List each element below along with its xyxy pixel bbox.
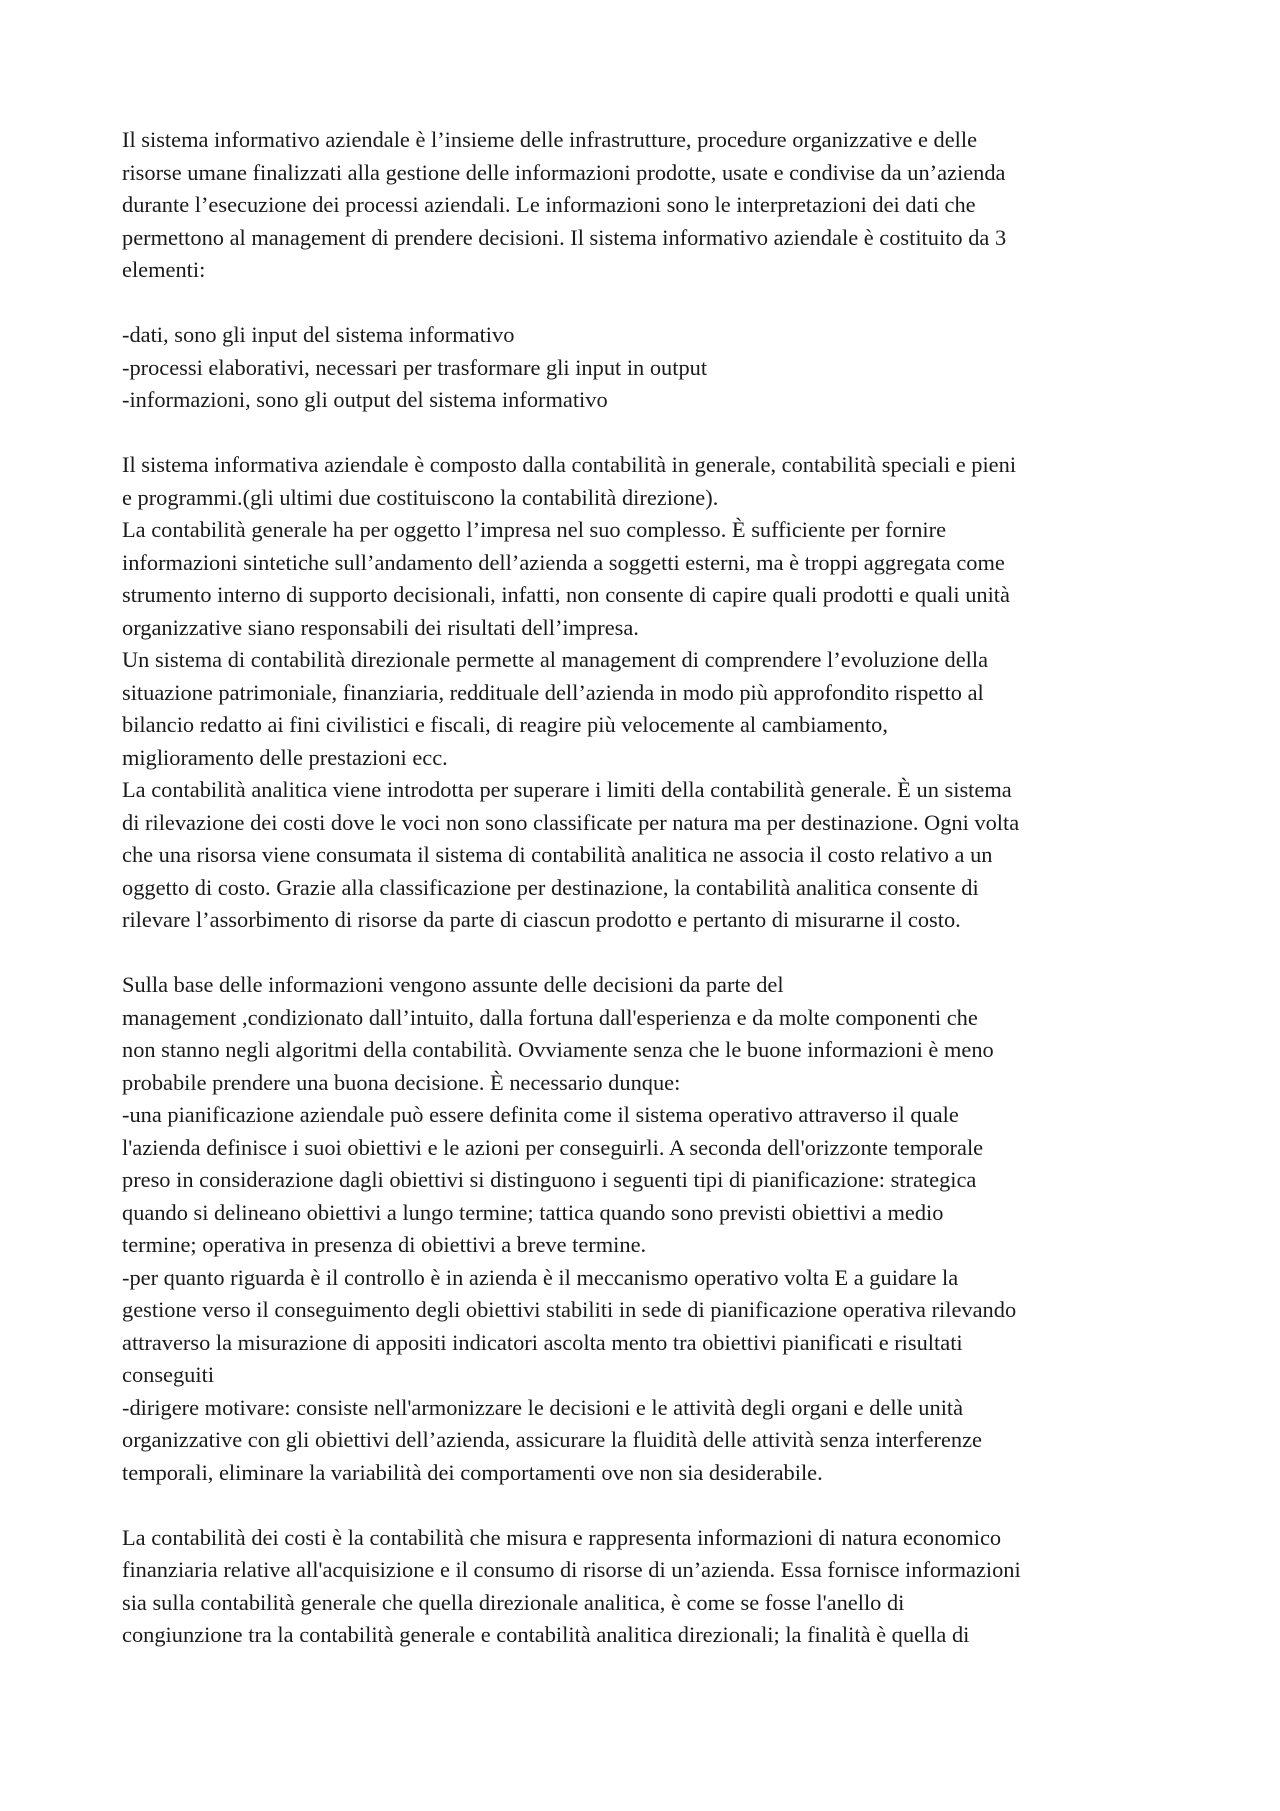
text-line: La contabilità analitica viene introdotta per superare i limiti della contabilità generale. È un sistema [122, 777, 1012, 802]
paragraph-spacer [122, 1489, 1182, 1522]
text-line: Il sistema informativo aziendale è l’insieme delle infrastrutture, procedure organizzative e delle [122, 127, 978, 152]
text-line: Un sistema di contabilità direzionale permette al management di comprendere l’evoluzione della [122, 647, 989, 672]
text-line: permettono al management di prendere decisioni. Il sistema informativo aziendale è costituito da 3 [122, 224, 1007, 250]
paragraph [122, 319, 1182, 417]
text-line: che una risorsa viene consumata il sistema di contabilità analitica ne associa il costo relativo a un [122, 842, 993, 867]
paragraph [122, 124, 1182, 287]
text-line: situazione patrimoniale, finanziaria, reddituale dell’azienda in modo più approfondito rispetto al [122, 679, 984, 705]
text-line: rilevare l’assorbimento di risorse da parte di ciascun prodotto e pertanto di misurarne il costo. [122, 907, 961, 932]
text-line: Sulla base delle informazioni vengono assunte delle decisioni da parte del [122, 972, 784, 997]
text-line: preso in considerazione dagli obiettivi si distinguono i seguenti tipi di pianificazione: strategica [122, 1167, 977, 1192]
paragraph [122, 969, 1182, 1489]
text-line: organizzative siano responsabili dei risultati dell’impresa. [122, 614, 639, 640]
text-line: sia sulla contabilità generale che quella direzionale analitica, è come se fosse l'anello di [122, 1589, 905, 1615]
text-line: oggetto di costo. Grazie alla classificazione per destinazione, la contabilità analitica consente di [122, 874, 979, 900]
text-line: bilancio redatto ai fini civilistici e fiscali, di reagire più velocemente al cambiamento, [122, 712, 888, 737]
text-line: -una pianificazione aziendale può essere definita come il sistema operativo attraverso il quale [122, 1102, 959, 1127]
text-line: -processi elaborativi, necessari per trasformare gli input in output [122, 354, 708, 380]
text-line: di rilevazione dei costi dove le voci non sono classificate per natura ma per destinazione. Ogni volta [122, 809, 1020, 835]
text-line: l'azienda definisce i suoi obiettivi e le azioni per conseguirli. A seconda dell'orizzonte temporale [122, 1134, 984, 1160]
text-line: conseguiti [122, 1362, 215, 1387]
text-line: probabile prendere una buona decisione. È necessario dunque: [122, 1069, 681, 1095]
text-line: elementi: [122, 257, 206, 282]
text-line: gestione verso il conseguimento degli obiettivi stabiliti in sede di pianificazione operativa rilevando [122, 1297, 1017, 1322]
text-line: Il sistema informativa aziendale è composto dalla contabilità in generale, contabilità speciali e pieni [122, 452, 1017, 477]
text-line: termine; operativa in presenza di obiettivi a breve termine. [122, 1232, 647, 1257]
text-line: quando si delineano obiettivi a lungo termine; tattica quando sono previsti obiettivi a medio [122, 1199, 944, 1225]
text-line: non stanno negli algoritmi della contabilità. Ovviamente senza che le buone informazioni è meno [122, 1037, 994, 1062]
text-line: attraverso la misurazione di appositi indicatori ascolta mento tra obiettivi pianificati e risultati [122, 1329, 963, 1355]
text-line: finanziaria relative all'acquisizione e il consumo di risorse di un’azienda. Essa fornisce informazioni [122, 1557, 1021, 1582]
paragraph [122, 449, 1182, 937]
text-line: -informazioni, sono gli output del sistema informativo [122, 387, 608, 412]
paragraph-spacer [122, 937, 1182, 970]
text-line: informazioni sintetiche sull’andamento dell’azienda a soggetti esterni, ma è troppi aggregata come [122, 549, 1005, 575]
text-line: miglioramento delle prestazioni ecc. [122, 744, 448, 770]
text-line: -per quanto riguarda è il controllo è in azienda è il meccanismo operativo volta E a guidare la [122, 1264, 959, 1290]
text-line: -dirigere motivare: consiste nell'armonizzare le decisioni e le attività degli organi e delle unità [122, 1394, 964, 1420]
paragraph-spacer [122, 287, 1182, 320]
text-line: organizzative con gli obiettivi dell’azienda, assicurare la fluidità delle attività senza interferenze [122, 1427, 982, 1452]
paragraph [122, 1522, 1182, 1652]
text-line: strumento interno di supporto decisionali, infatti, non consente di capire quali prodotti e quali unità [122, 582, 1010, 607]
text-line: temporali, eliminare la variabilità dei comportamenti ove non sia desiderabile. [122, 1459, 823, 1485]
text-line: La contabilità dei costi è la contabilità che misura e rappresenta informazioni di natura economico [122, 1524, 1002, 1550]
text-line: congiunzione tra la contabilità generale e contabilità analitica direzionali; la finalità è quella di [122, 1622, 970, 1647]
paragraph-spacer [122, 417, 1182, 450]
text-line: e programmi.(gli ultimi due costituiscono la contabilità direzione). [122, 484, 719, 510]
document-page [122, 124, 1182, 1652]
text-line: management ,condizionato dall’intuito, dalla fortuna dall'esperienza e da molte componenti che [122, 1004, 978, 1030]
text-line: durante l’esecuzione dei processi aziendali. Le informazioni sono le interpretazioni dei dati che [122, 192, 976, 217]
text-line: risorse umane finalizzati alla gestione delle informazioni prodotte, usate e condivise da un’azienda [122, 159, 1006, 185]
text-line: La contabilità generale ha per oggetto l’impresa nel suo complesso. È sufficiente per fornire [122, 517, 947, 542]
text-line: -dati, sono gli input del sistema informativo [122, 322, 515, 347]
